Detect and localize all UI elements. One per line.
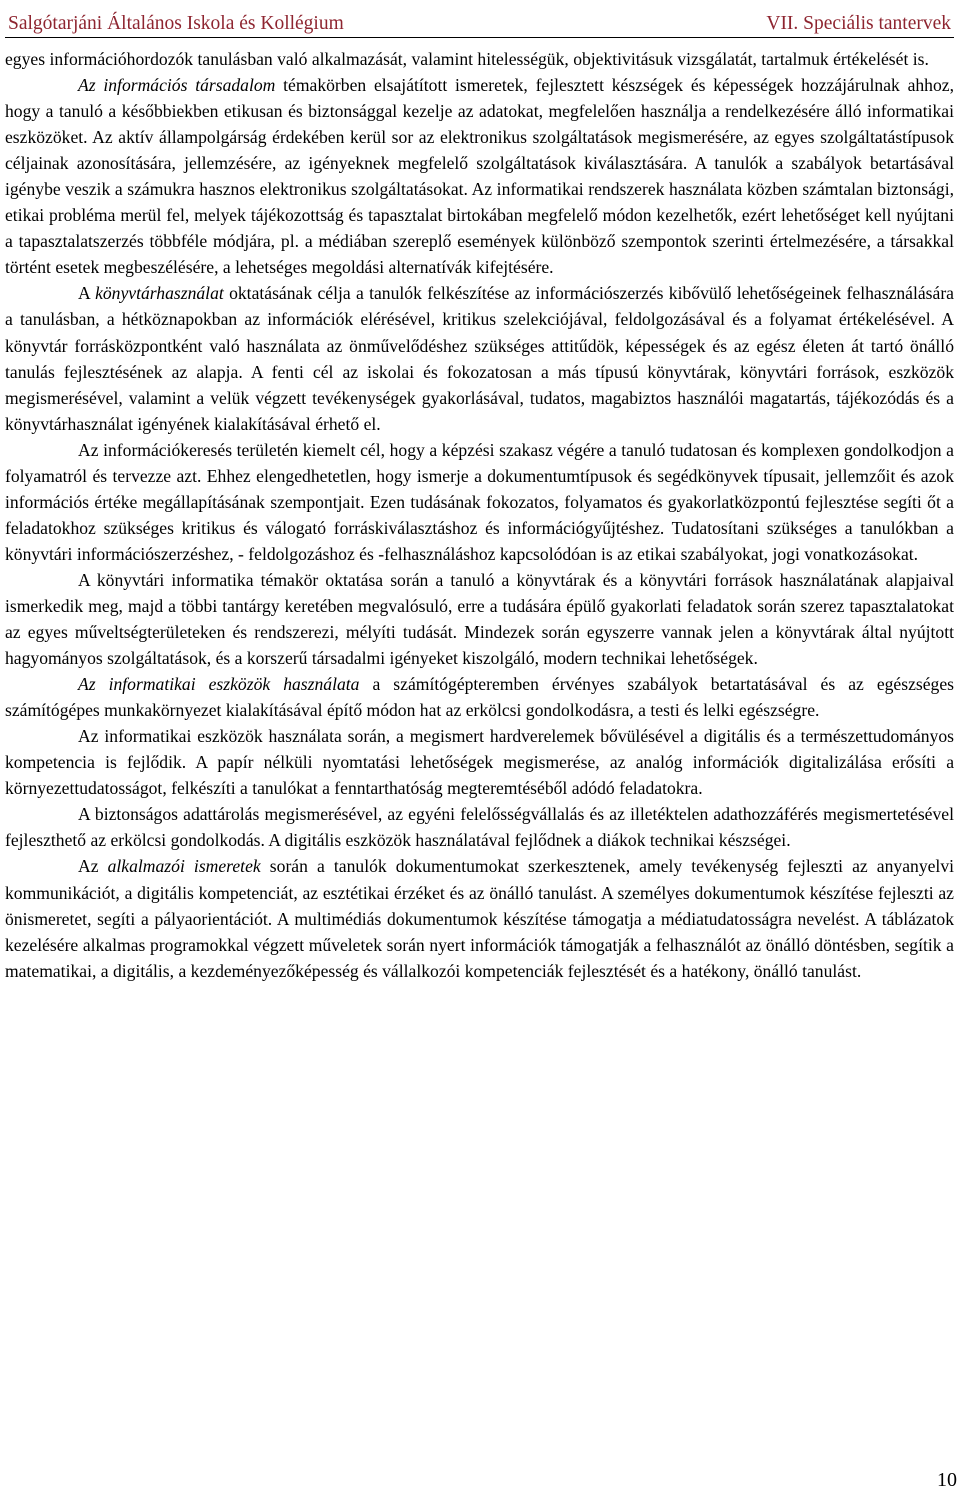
- text-run: a számítógépteremben érvényes szabályok betartatásával és az egészséges számítógépes munkakörnyezet kialakításával építő módon hat az erkölcsi gondolkodásra, a testi és lelki egészségre.: [5, 674, 955, 721]
- text-run: egyes információhordozók tanulásban való alkalmazását, valamint hitelességük, objektivitásuk vizsgálatát, tartalmuk értékelését is.: [5, 49, 929, 69]
- paragraph: [5, 437, 954, 567]
- text-run: Az informatikai eszközök használata során, a megismert hardverelemek bővülésével a digitális és a természettudományos kompetencia is fejlődik. A papír nélküli nyomtatási lehetőségek megismerése, az analóg információk digitalizálása erősíti a környezettudatosságot, felkészíti a tanulókat a fenntarthatóság megteremtéséből adódó feladatokra.: [5, 726, 954, 799]
- page-number: 10: [937, 1469, 957, 1491]
- text-run: oktatásának célja a tanulók felkészítése az információszerzés kibővülő lehetőségeinek felhasználására a tanulásban, a hétköznapokban az információk elérésével, kritikus szelekciójával, feldolgozásával és a folyamat értékelésével. A könyvtár forrásközpontként való használata az önművelődéshez szükséges attitűdök, képességek és az egész életen át tartó önálló tanulás fejlesztésének az alapja. A fenti cél az iskolai és fokozatosan a más típusú könyvtárak, könyvtári források, eszközök megismerésével, valamint a velük végzett tevékenységek gyakorlásával, tudatos, magabiztos használói magatartás, tájékozódás és a könyvtárhasználat igényének kialakításával érhető el.: [5, 283, 954, 434]
- text-run: A: [78, 283, 96, 304]
- italic-term: alkalmazói ismeretek: [107, 856, 261, 877]
- text-run: A biztonságos adattárolás megismerésével, az egyéni felelősségvállalás és az illetéktelen adathozzáférés megismertetésével fejleszthető az erkölcsi gondolkodás. A digitális eszközök használatával fejlődnek a diákok technikai készségei.: [5, 804, 954, 851]
- italic-term: Az informatikai eszközök használata: [78, 674, 360, 695]
- running-header: [5, 0, 954, 38]
- italic-term: Az információs társadalom: [78, 75, 276, 96]
- header-school-name: Salgótarjáni Általános Iskola és Kollégium: [8, 13, 344, 34]
- text-run: témakörben elsajátított ismeretek, fejlesztett készségek és képességek hozzájárulnak ahhoz, hogy a tanuló a későbbiekben etikusan és biztonsággal kezelje az adatokat, megfelelően használja a rendelkezésére álló informatikai eszközöket. Az aktív állampolgárság érdekében kerül sor az elektronikus szolgáltatások megismerésére, az egyes szolgáltatástípusok céljainak azonosítására, jellemzésére, az igényeknek megfelelő szolgáltatások kiválasztására. A tanulók a szabályok betartásával igénybe veszik a számukra hasznos elektronikus szolgáltatásokat. Az informatikai rendszerek használata közben számtalan biztonsági, etikai probléma merül fel, melyek tájékozottság és tapasztalat birtokában megfelelő módon kezelhetők, ezért lehetőséget kell nyújtani a tapasztalatszerzés többféle módjára, pl. a médiában szereplő események különböző szempontok szerinti értelmezésére, a társakkal történt esetek megbeszélésére, a lehetséges megoldási alternatívák kifejtésére.: [5, 75, 954, 278]
- paragraph: [5, 72, 954, 280]
- paragraph: [5, 46, 954, 72]
- text-run: során a tanulók dokumentumokat szerkesztenek, amely tevékenység fejleszti az anyanyelvi kommunikációt, a digitális kompetenciát, az esztétikai érzéket és az önálló tanulást. A személyes dokumentumok készítése fejleszti az önismeretet, segíti a pályaorientációt. A multimédiás dokumentumok készítése támogatja a médiatudatosságra nevelést. A táblázatok kezelésére alkalmas programokkal végzett műveletek során nyert információk támogatják a felhasználót az önálló döntésben, segítik a matematikai, a digitális, a kezdeményezőképesség és vállalkozói kompetenciák fejlesztését és a hatékony, önálló tanulást.: [5, 856, 954, 981]
- paragraph: [5, 723, 954, 801]
- paragraph: [5, 801, 954, 853]
- text-run: A könyvtári informatika témakör oktatása során a tanuló a könyvtárak és a könyvtári források használatának alapjaival ismerkedik meg, majd a többi tantárgy keretében megvalósuló, erre a tudására épülő gyakorlati feladatok során szerez tapasztalatokat az egyes műveltségterületeken és rendszerezi, mélyíti tudását. Mindezek során egyszerre vannak jelen a könyvtárak által nyújtott hagyományos szolgáltatások, és a korszerű társadalmi igényeket kiszolgáló, modern technikai lehetőségek.: [5, 569, 954, 669]
- text-run: Az információkeresés területén kiemelt cél, hogy a képzési szakasz végére a tanuló tudatosan és komplexen gondolkodjon a folyamatról és tervezze azt. Ehhez elengedhetetlen, hogy ismerje a dokumentumtípusok és segédkönyvek típusait, jellemzőit és azok információs értéke megállapításának szempontjait. Ezen tudásának fokozatos, folyamatos és gyakorlatközpontú fejlesztése segíti őt a feladatokhoz szükséges kritikus és válogató forráskiválasztáshoz és információgyűjtéshez. Tudatosítani szükséges a tanulókban a könyvtári információszerzéshez, - feldolgozáshoz és -felhasználáshoz kapcsolódóan is az etikai szabályokat, jogi vonatkozásokat.: [5, 439, 954, 564]
- header-section-title: VII. Speciális tantervek: [766, 13, 951, 34]
- text-run: Az: [78, 856, 108, 877]
- paragraph: [5, 280, 954, 436]
- paragraph: [5, 853, 954, 983]
- paragraph: [5, 567, 954, 671]
- paragraph: [5, 671, 954, 723]
- body-text: [5, 46, 954, 984]
- italic-term: könyvtárhasználat: [95, 283, 224, 304]
